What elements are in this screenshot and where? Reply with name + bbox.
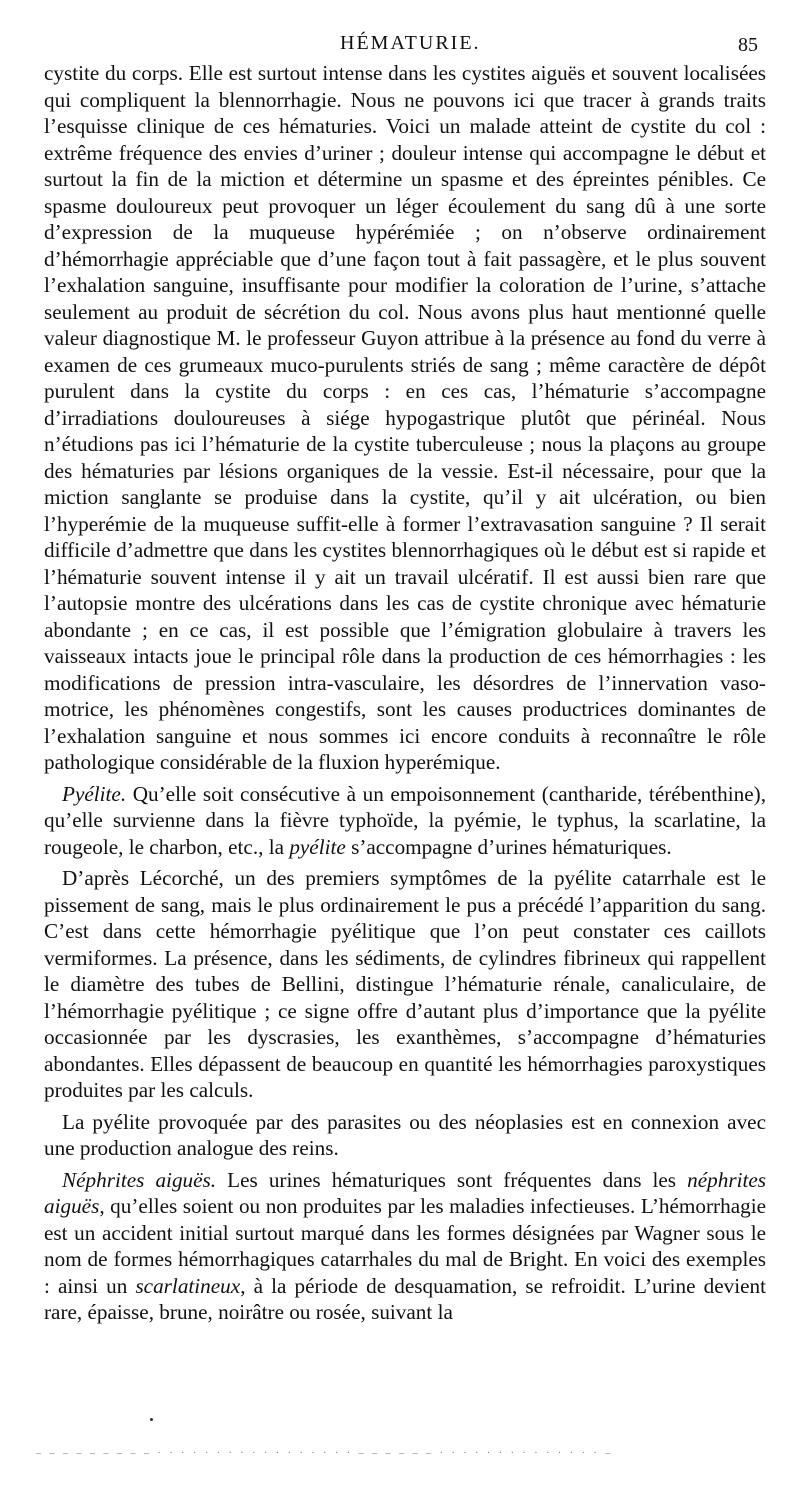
- body-text: [44, 60, 766, 1326]
- emphasis-pyelite: pyélite: [289, 834, 346, 859]
- page-number: 85: [738, 34, 758, 56]
- running-title: HÉMATURIE.: [340, 32, 481, 54]
- paragraph-nephrites-text-end: , à la période de desquamation, se refroidit. L’urine devient rare, épaisse, brune, noirâtre ou rosée, suivant la: [44, 1273, 767, 1324]
- section-heading-nephrites: Néphrites aiguës.: [62, 1167, 217, 1192]
- paragraph-nephrites-text: Les urines hématuriques sont fréquentes dans les: [216, 1167, 688, 1192]
- paragraph-pyelite: [44, 781, 766, 861]
- page-header: [0, 26, 800, 62]
- emphasis-nephrites-aigues: néphrites aiguës: [44, 1167, 766, 1218]
- paragraph-parasites: La pyélite provoquée par des parasites ou des néoplasies est en connexion avec une production analogue des reins.: [44, 1109, 766, 1160]
- paragraph-nephrites: [44, 1167, 766, 1326]
- paragraph-pyelite-text-end: s’accompagne d’urines hématuriques.: [345, 834, 672, 859]
- scan-noise-marks: ‒ ‒ ‒ ‒ ‒ ‒ ‒ ‒ ‒ · · · · · · · · · · · · · · · · · ‒ ‒ ‒ ‒ ‒ ‒ · · · · · · · · · · · · · · ‒: [36, 1448, 614, 1459]
- paragraph-pyelite-text: Qu’elle soit consécutive à un empoisonnement (cantharide, térébenthine), qu’elle survienne dans la fièvre typhoïde, la pyémie, le typhus, la scarlatine, la rougeole, le charbon, etc., la: [44, 781, 766, 859]
- paragraph-cystite: cystite du corps. Elle est surtout intense dans les cystites aiguës et souvent localisées qui compliquent la blennorrhagie. Nous ne pouvons ici que tracer à grands traits l’esquisse clinique de ces hématuries. Voici un malade atteint de cystite du col : extrême fréquence des envies d’uriner ; douleur intense qui accompagne le début et surtout la fin de la miction et détermine un spasme et des épreintes pénibles. Ce spasme douloureux peut provoquer un léger écoulement du sang dû à une sorte d’expression de la muqueuse hypérémiée ; on n’observe ordinairement d’hémorrhagie appréciable que d’une façon tout à fait passagère, et le plus souvent l’exhalation sanguine, insuffisante pour modifier la coloration de l’urine, s’attache seulement au produit de sécrétion du col. Nous avons plus haut mentionné quelle valeur diagnostique M. le professeur Guyon attribue à la présence au fond du verre à examen de ces grumeaux muco-purulents striés de sang ; même caractère de dépôt purulent dans la cystite du corps : en ces cas, l’hématurie s’accompagne d’irradiations douloureuses à siége hypogastrique plutôt que périnéal. Nous n’étudions pas ici l’hématurie de la cystite tuberculeuse ; nous la plaçons au groupe des hématuries par lésions organiques de la vessie. Est-il nécessaire, pour que la miction sanglante se produise dans la cystite, qu’il y ait ulcération, ou bien l’hyperémie de la muqueuse suffit-elle à former l’extravasation sanguine ? Il serait difficile d’admettre que dans les cystites blennorrhagiques où le début est si rapide et l’hématurie souvent intense il y ait un travail ulcératif. Il est aussi bien rare que l’autopsie montre des ulcérations dans les cas de cystite chronique avec hématurie abondante ; en ce cas, il est possible que l’émigration globulaire à travers les vaisseaux intacts joue le principal rôle dans la production de ces hémorrhagies : les modifications de pression intra-vasculaire, les désordres de l’innervation vaso-motrice, les phénomènes congestifs, sont les causes productrices dominantes de l’exhalation sanguine et nous sommes ici encore conduits à reconnaître le rôle pathologique considérable de la fluxion hyperémique.: [44, 61, 766, 774]
- paragraph-nephrites-text-middle: , qu’elles soient ou non produites par les maladies infectieuses. L’hémorrhagie est un accident initial surtout marqué dans les formes désignées par Wagner sous le nom de formes hémorrhagiques catarrhales du mal de Bright. En voici des exemples : ainsi un: [44, 1194, 766, 1298]
- paragraph-lecorche: D’après Lécorché, un des premiers symptômes de la pyélite catarrhale est le pissement de sang, mais le plus ordinairement le pus a précédé l’apparition du sang. C’est dans cette hémorrhagie pyélitique que l’on peut constater ces caillots vermiformes. La présence, dans les sédiments, de cylindres fibrineux qui rappellent le diamètre des tubes de Bellini, distingue l’hématurie rénale, canaliculaire, de l’hémorrhagie pyélitique ; ce signe offre d’autant plus d’importance que la pyélite occasionnée par les dyscrasies, les exanthèmes, s’accompagne d’hématuries abondantes. Elles dépassent de beaucoup en quantité les hémorrhagies paroxystiques produites par les calculs.: [44, 866, 766, 1102]
- section-heading-pyelite: Pyélite.: [62, 781, 127, 806]
- ink-speck: [150, 1418, 153, 1421]
- emphasis-scarlatineux: scarlatineux: [135, 1273, 241, 1298]
